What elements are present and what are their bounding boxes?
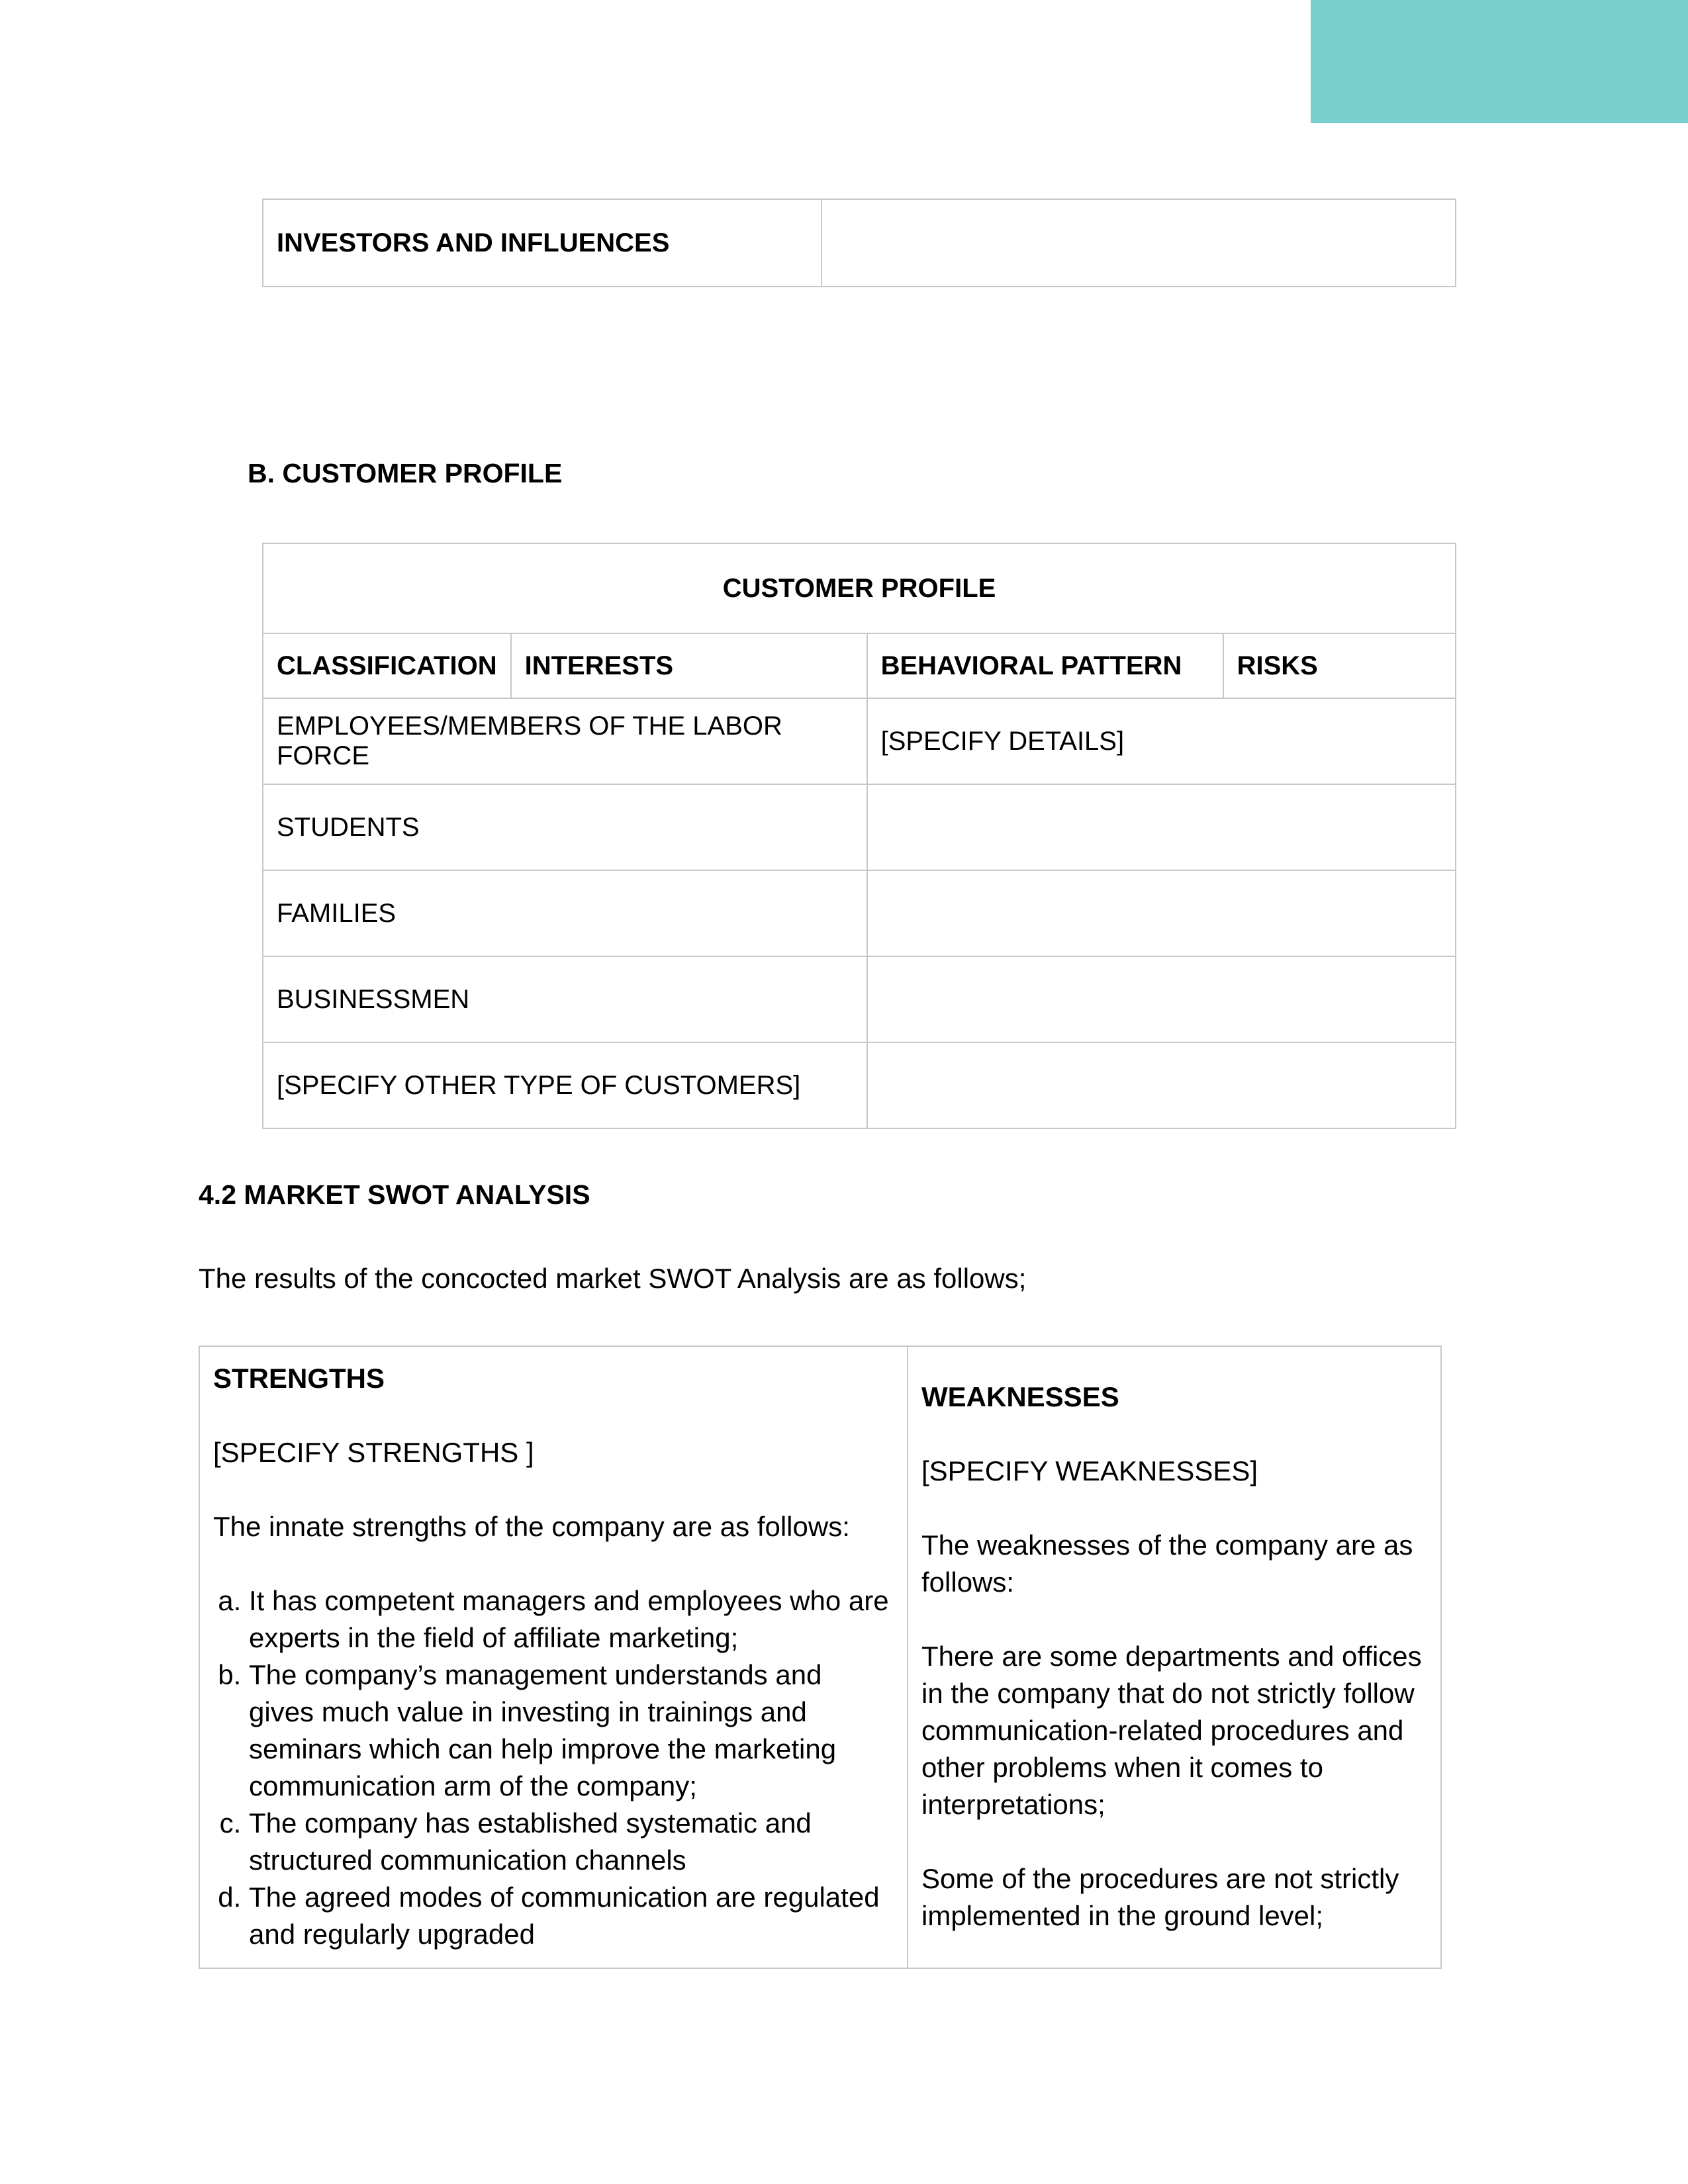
section-b-heading: B. CUSTOMER PROFILE [248, 458, 563, 488]
header-interests: INTERESTS [511, 633, 867, 698]
swot-heading: 4.2 MARKET SWOT ANALYSIS [199, 1179, 590, 1210]
customer-profile-title: CUSTOMER PROFILE [263, 543, 1456, 633]
table-row [263, 199, 1456, 287]
swot-table [199, 1345, 1442, 1969]
weaknesses-paragraph: Some of the procedures are not strictly implemented in the ground level; [921, 1863, 1399, 1931]
list-item: c. The company has established systematic and structured communication channels [249, 1805, 894, 1879]
header-classification: CLASSIFICATION [263, 633, 511, 698]
table-row [263, 956, 1456, 1042]
investors-table [262, 199, 1456, 287]
table-row [263, 698, 1456, 784]
weaknesses-lead: The weaknesses of the company are as follows: [921, 1529, 1413, 1598]
row-label: STUDENTS [263, 784, 867, 870]
table-row [263, 1042, 1456, 1128]
table-title-row [263, 543, 1456, 633]
strengths-placeholder: [SPECIFY STRENGTHS ] [213, 1437, 534, 1468]
investors-label: INVESTORS AND INFLUENCES [263, 199, 821, 287]
row-details: [SPECIFY DETAILS] [867, 698, 1456, 784]
table-row [263, 870, 1456, 956]
table-row [263, 784, 1456, 870]
list-item: d. The agreed modes of communication are regulated and regularly upgraded [249, 1879, 894, 1953]
row-label: [SPECIFY OTHER TYPE OF CUSTOMERS] [263, 1042, 867, 1128]
list-item: b. The company’s management understands and gives much value in investing in trainings and seminars which can help improve the marketing communication arm of the company; [249, 1657, 894, 1805]
header-risks: RISKS [1223, 633, 1456, 698]
table-row [199, 1346, 1441, 1968]
strengths-lead: The innate strengths of the company are as follows: [213, 1511, 850, 1542]
weaknesses-placeholder: [SPECIFY WEAKNESSES] [921, 1455, 1258, 1486]
weaknesses-cell [908, 1346, 1441, 1968]
weaknesses-paragraph: There are some departments and offices in the company that do not strictly follow communication-related procedures and other problems when it comes to interpretations; [921, 1641, 1422, 1820]
list-item: a. It has competent managers and employees who are experts in the field of affiliate marketing; [249, 1582, 894, 1657]
row-details [867, 956, 1456, 1042]
strengths-title: STRENGTHS [213, 1363, 385, 1394]
swot-intro: The results of the concocted market SWOT Analysis are as follows; [199, 1263, 1027, 1294]
row-details [867, 784, 1456, 870]
decorative-corner-block [1311, 0, 1688, 123]
row-label: EMPLOYEES/MEMBERS OF THE LABOR FORCE [263, 698, 867, 784]
header-behavioral-pattern: BEHAVIORAL PATTERN [867, 633, 1223, 698]
strengths-list [213, 1582, 894, 1953]
row-details [867, 1042, 1456, 1128]
strengths-cell [199, 1346, 908, 1968]
row-label: BUSINESSMEN [263, 956, 867, 1042]
weaknesses-title: WEAKNESSES [921, 1381, 1119, 1412]
customer-profile-table [262, 543, 1456, 1129]
table-header-row [263, 633, 1456, 698]
investors-value [821, 199, 1456, 287]
row-label: FAMILIES [263, 870, 867, 956]
row-details [867, 870, 1456, 956]
